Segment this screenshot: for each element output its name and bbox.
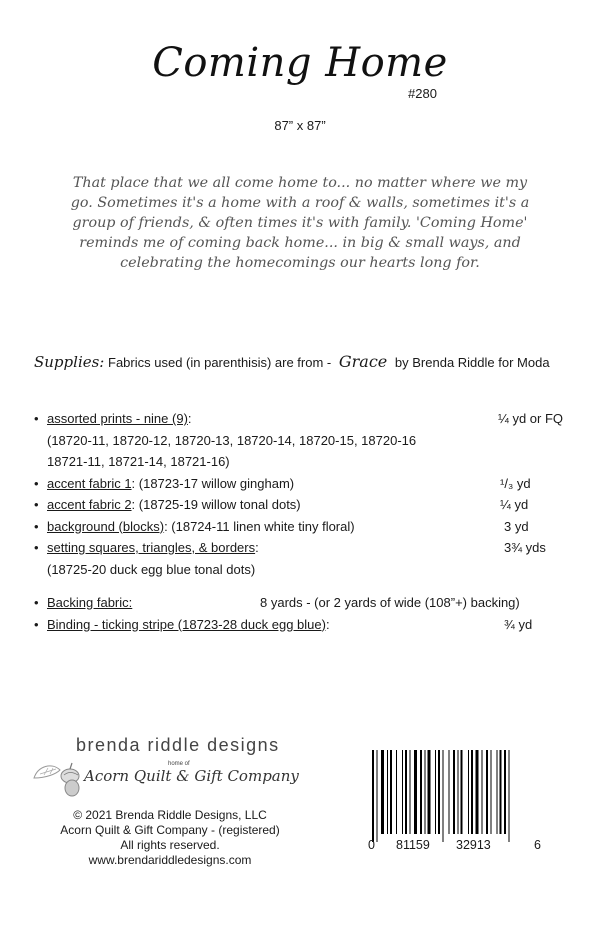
barcode-bar	[461, 750, 463, 834]
barcode-bar	[449, 750, 450, 834]
backing-amount: 8 yards - (or 2 yards of wide (108”+) backing)	[260, 595, 520, 610]
bullet-icon: •	[34, 475, 39, 491]
list-item-binding	[34, 614, 574, 636]
barcode-bar	[500, 750, 502, 834]
barcode-bar	[471, 750, 473, 834]
barcode-bar	[497, 750, 498, 834]
barcode-bar	[509, 750, 510, 842]
material-suffix: :	[187, 411, 192, 426]
material-amount: ¼ yd or FQ	[498, 411, 564, 426]
list-item	[34, 537, 574, 559]
material-amount: ¹/₃ yd	[500, 475, 531, 491]
backing-name: Backing fabric:	[47, 595, 133, 610]
barcode-bar	[381, 750, 384, 834]
material-name: setting squares, triangles, & borders	[47, 540, 256, 555]
footer-line: Acorn Quilt & Gift Company - (registered)	[60, 823, 280, 837]
company-name: Acorn Quilt & Gift Company	[84, 767, 299, 785]
footer-url: www.brendariddledesigns.com	[88, 853, 252, 867]
list-item	[34, 494, 574, 516]
barcode-bar	[504, 750, 506, 834]
list-item-backing	[34, 592, 574, 614]
barcode-bar	[405, 750, 407, 834]
bullet-icon: •	[34, 616, 39, 632]
bullet-icon: •	[34, 518, 39, 534]
barcode-digit-group: 32913	[456, 838, 491, 852]
barcode-bar	[402, 750, 403, 834]
material-detail: (18725-20 duck egg blue tonal dots)	[47, 561, 256, 577]
barcode-bar	[491, 750, 492, 834]
footer-line: All rights reserved.	[120, 838, 220, 852]
binding-name: Binding - ticking stripe (18723-28 duck egg blue)	[47, 616, 326, 632]
brand-name: brenda riddle designs	[76, 735, 280, 755]
binding-amount: ¾ yd	[504, 616, 533, 632]
list-item	[34, 473, 574, 495]
material-amount: 3¾ yds	[504, 540, 546, 555]
material-name: accent fabric 1	[47, 475, 132, 491]
intro-paragraph: That place that we all come home to... no matter where we my go. Sometimes it's a home with a roof & walls, sometimes it's a group of friends, & often times it's with family. 'Coming Home' reminds me of coming back home... in big & small ways, and celebrating the homecomings our hearts long for.	[70, 175, 530, 271]
barcode-bar	[372, 750, 374, 842]
barcode-bar	[443, 750, 444, 842]
barcode-digit-group: 0	[368, 838, 375, 852]
material-suffix: : (18723-17 willow gingham)	[131, 475, 295, 491]
barcode-bar	[468, 750, 469, 834]
barcode-bar	[414, 750, 417, 834]
copyright-footer	[0, 808, 340, 868]
material-name: accent fabric 2	[47, 497, 132, 512]
barcode-bar	[476, 750, 479, 834]
bullet-icon: •	[34, 595, 39, 610]
barcode-bar	[435, 750, 436, 834]
supplies-line	[34, 352, 550, 371]
barcode-bar	[390, 750, 392, 834]
pattern-number: #280	[408, 86, 437, 101]
barcode-icon	[370, 750, 548, 842]
bullet-icon: •	[34, 497, 39, 512]
barcode-bar	[410, 750, 411, 834]
bullet-icon: •	[34, 540, 39, 555]
material-name: background (blocks)	[47, 518, 165, 534]
material-name: assorted prints - nine (9)	[47, 411, 188, 426]
list-item	[34, 516, 574, 538]
barcode-bar	[486, 750, 488, 834]
material-detail: (18720-11, 18720-12, 18720-13, 18720-14, 18720-15, 18720-16	[47, 432, 417, 448]
list-item	[34, 408, 574, 430]
collection-name: Grace	[338, 352, 388, 371]
material-detail: 18721-11, 18721-14, 18721-16)	[47, 454, 230, 469]
barcode-bar	[377, 750, 378, 842]
barcode-bar	[438, 750, 440, 834]
bullet-icon: •	[34, 411, 39, 426]
barcode-digit-group: 6	[534, 838, 541, 852]
supplies-text-after: by Brenda Riddle for Moda	[394, 355, 550, 370]
material-amount: 3 yd	[504, 518, 529, 534]
barcode-digit-group: 81159	[396, 838, 430, 852]
binding-suffix: :	[325, 616, 330, 632]
barcode-bar	[482, 750, 483, 834]
materials-list	[34, 408, 574, 635]
barcode-bar	[396, 750, 397, 834]
barcode-bar	[420, 750, 422, 834]
supplies-label: Supplies:	[34, 353, 105, 371]
material-suffix: : (18725-19 willow tonal dots)	[131, 497, 301, 512]
home-of-label: home of	[168, 761, 190, 767]
barcode-bar	[387, 750, 388, 834]
quilt-size: 87” x 87”	[274, 118, 326, 133]
barcode-bar	[428, 750, 431, 834]
barcode-bar	[453, 750, 455, 834]
supplies-text-before: Fabrics used (in parenthisis) are from -	[108, 355, 332, 370]
material-amount: ¼ yd	[500, 497, 529, 512]
footer-line: © 2021 Brenda Riddle Designs, LLC	[73, 808, 267, 822]
barcode-bar	[425, 750, 426, 834]
pattern-title: Coming Home	[152, 40, 448, 86]
material-suffix: : (18724-11 linen white tiny floral)	[164, 518, 355, 534]
material-suffix: :	[255, 540, 259, 555]
barcode-bar	[458, 750, 459, 834]
